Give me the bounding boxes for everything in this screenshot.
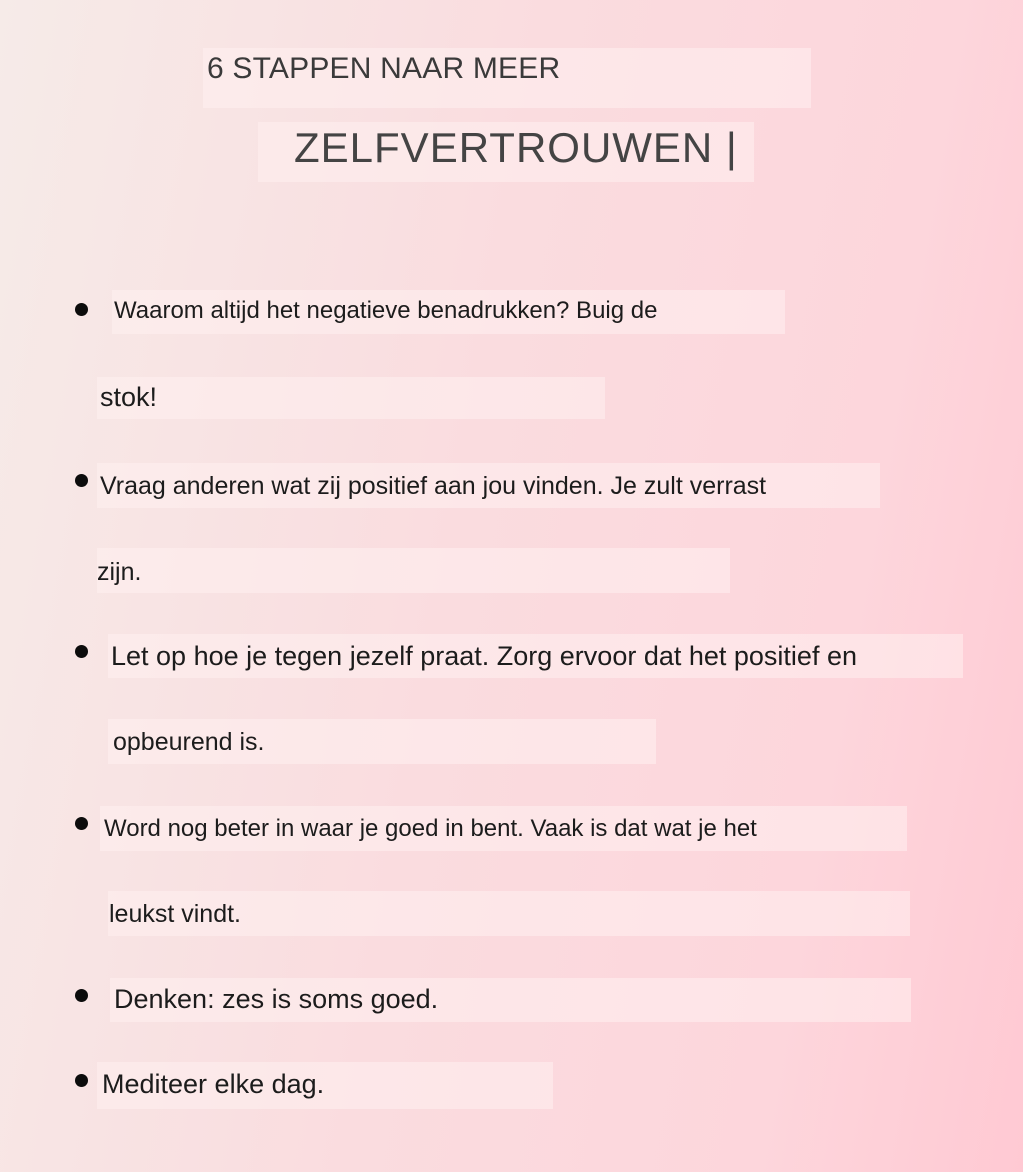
step-1-cont-highlight [97, 377, 605, 419]
bullet-icon [75, 474, 88, 487]
step-2-cont-highlight [97, 548, 730, 593]
step-3-text: Let op hoe je tegen jezelf praat. Zorg ervoor dat het positief en [111, 641, 857, 671]
step-2-text: Vraag anderen wat zij positief aan jou vinden. Je zult verrast [100, 472, 767, 500]
bullet-icon [75, 303, 88, 316]
step-4-text: Word nog beter in waar je goed in bent. Vaak is dat wat je het [104, 815, 757, 842]
step-3-text-cont: opbeurend is. [113, 728, 265, 756]
page-title: 6 STAPPEN NAAR MEER [207, 52, 561, 85]
step-6-text: Mediteer elke dag. [102, 1069, 325, 1099]
step-1-text-cont: stok! [100, 382, 158, 412]
step-2-text-cont: zijn. [97, 558, 142, 586]
page-subtitle: ZELFVERTROUWEN | [294, 124, 738, 171]
bullet-icon [75, 817, 88, 830]
step-5-text: Denken: zes is soms goed. [114, 984, 439, 1014]
step-4-text-cont: leukst vindt. [109, 900, 242, 928]
bullet-icon [75, 645, 88, 658]
bullet-icon [75, 989, 88, 1002]
step-1-text: Waarom altijd het negatieve benadrukken? Buig de [114, 297, 658, 324]
bullet-icon [75, 1074, 88, 1087]
